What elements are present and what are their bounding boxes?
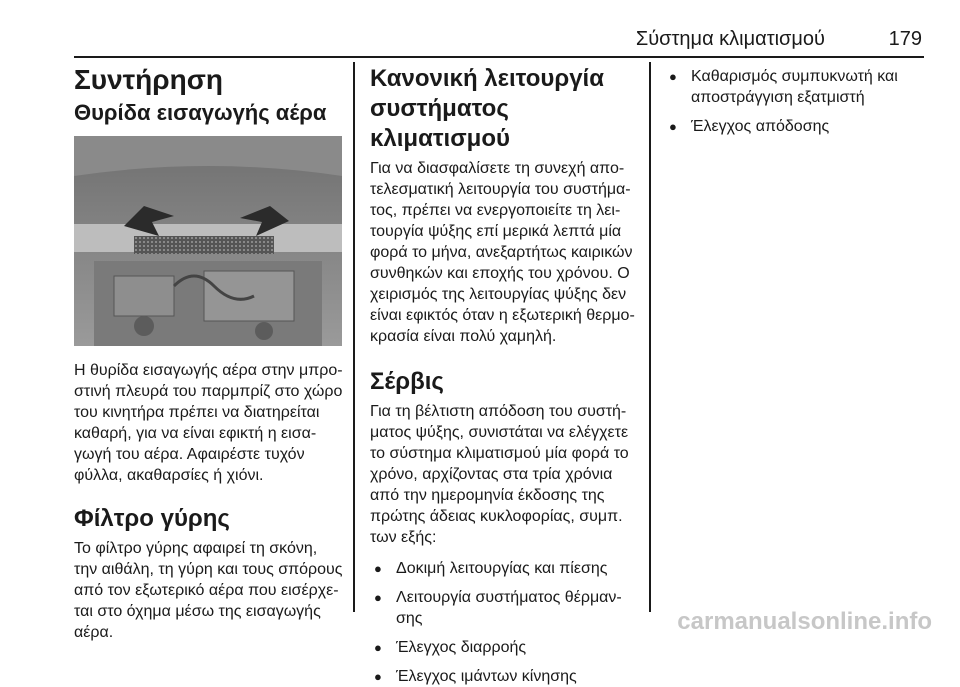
normal-operation-heading: Κανονική λειτουργία συστήματος κλιματισμού [370, 65, 604, 152]
list-item: ● Έλεγχος απόδοσης [665, 116, 927, 137]
normal-operation-text: Για να διασφαλίσετε τη συνεχή απο- τελεσματική λειτουργία του συστήμα- τος, πρέπει να ενεργοποιείτε τη λει- τουργία ψύξης επί μερικά λεπτά μία φορά το μήνα, ανεξαρτήτως καιρικών συνθηκών και εποχής του χρόνου. Ο χειρισμός της λειτουργίας ψύξης δεν είναι εφικτός όταν η εξωτερική θερμο- κρασία είναι πολύ χαμηλή. [370, 160, 635, 345]
watermark: carmanualsonline.info [677, 608, 932, 635]
intake-vent-text: Η θυρίδα εισαγωγής αέρα στην μπρο- στινή πλευρά του παρμπρίζ στο χώρο του κινητήρα πρέπει να διατηρείται καθαρή, για να είναι εφικτή η εισα- γωγή του αέρα. Αφαιρέστε τυχόν φύλλα, ακαθαρσίες ή χιόνι. [74, 362, 343, 484]
page-number: 179 [888, 28, 922, 50]
page-header-title: Σύστημα κλιματισμού [635, 28, 825, 50]
engine-bay-photo [74, 136, 342, 346]
subsection-title: Θυρίδα εισαγωγής αέρα [74, 100, 327, 125]
column-divider-2 [649, 62, 651, 612]
service-heading: Σέρβις [370, 368, 444, 395]
right-column [665, 58, 927, 137]
service-bullet-list [370, 558, 640, 687]
pollen-filter-text: Το φίλτρο γύρης αφαιρεί τη σκόνη, την αιθάλη, τη γύρη και τους σπόρους από τον εξωτερικό αέρα που εισέρχε- ται στο όχημα μέσω της εισαγωγής αέρα. [74, 540, 343, 641]
list-item: ● Δοκιμή λειτουργίας και πίεσης [370, 558, 640, 579]
list-item: ● Λειτουργία συστήματος θέρμαν- σης [370, 587, 640, 629]
left-column [74, 58, 344, 643]
service-text: Για τη βέλτιστη απόδοση του συστή- ματος ψύξης, συνιστάται να ελέγχετε το σύστημα κλιματισμού μία φορά το χρόνο, αρχίζοντας στα τρία χρόνια από την ημερομηνία έκδοσης της πρώτης άδειας κυκλοφορίας, συμπ. των εξής: [370, 403, 629, 546]
middle-column [370, 58, 640, 687]
list-item: ● Έλεγχος διαρροής [370, 637, 640, 658]
column-divider-1 [353, 62, 355, 612]
list-item: ● Έλεγχος ιμάντων κίνησης [370, 666, 640, 687]
section-title: Συντήρηση [74, 64, 223, 95]
pollen-filter-heading: Φίλτρο γύρης [74, 505, 230, 532]
list-item: ● Καθαρισμός συμπυκνωτή και αποστράγγιση εξατμιστή [665, 66, 927, 108]
right-bullet-list [665, 66, 927, 137]
